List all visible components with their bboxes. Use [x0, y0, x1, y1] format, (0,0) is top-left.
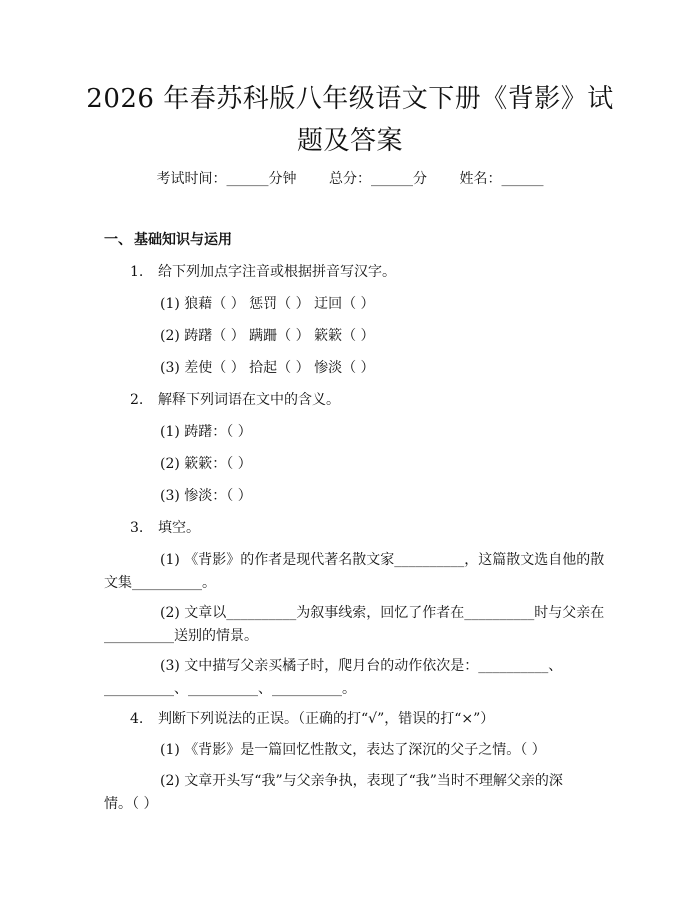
q3-part-3-line-2: __________、__________、__________。 — [104, 681, 356, 697]
q2-item-1: (1) 踌躇：（ ） — [160, 424, 252, 440]
q4-item-2-line-1: (2) 文章开头写“我”与父亲争执，表现了“我”当时不理解父亲的深 — [160, 773, 563, 789]
q4-item-1: (1) 《背影》是一篇回忆性散文，表达了深沉的父子之情。（ ） — [160, 742, 546, 758]
question-text: 给下列加点字注音或根据拼音写汉字。 — [158, 264, 396, 280]
question-text: 解释下列词语在文中的含义。 — [158, 392, 340, 408]
q2-item-2: (2) 簌簌：（ ） — [160, 456, 252, 472]
question-2 — [130, 389, 340, 409]
q1-item-3: (3) 差使（ ） 拾起（ ） 惨淡（ ） — [160, 360, 375, 376]
q3-part-3-line-1: (3) 文中描写父亲买橘子时，爬月台的动作依次是：__________、 — [160, 658, 563, 674]
question-text: 判断下列说法的正误。（正确的打“√”，错误的打“×”） — [158, 711, 495, 727]
question-number: 1. — [130, 264, 144, 280]
q1-item-1: (1) 狼藉（ ） 惩罚（ ） 迂回（ ） — [160, 296, 375, 312]
q3-part-1-line-1: (1) 《背影》的作者是现代著名散文家__________，这篇散文选自他的散 — [160, 552, 605, 568]
title-line-2: 题及答案 — [296, 126, 403, 156]
title-line-1: 2026 年春苏科版八年级语文下册《背影》试 — [86, 84, 614, 114]
section-heading — [104, 229, 232, 249]
total-score: 总分：______分 — [329, 171, 427, 187]
question-1 — [130, 261, 396, 281]
q3-part-2-line-1: (2) 文章以__________为叙事线索，回忆了作者在__________时与父亲在 — [160, 605, 605, 621]
q1-item-2: (2) 踌躇（ ） 蹒跚（ ） 簌簌（ ） — [160, 328, 375, 344]
question-text: 填空。 — [158, 520, 200, 536]
page-title — [60, 78, 640, 162]
q3-part-1-line-2: 文集__________。 — [104, 575, 216, 591]
question-4 — [130, 708, 494, 728]
question-number: 3. — [130, 520, 144, 536]
question-3 — [130, 517, 200, 537]
q2-item-3: (3) 惨淡：（ ） — [160, 488, 252, 504]
question-number: 2. — [130, 392, 144, 408]
section-title: 基础知识与运用 — [134, 232, 232, 248]
q4-item-2-line-2: 情。（ ） — [104, 796, 158, 812]
section-number: 一、 — [104, 232, 132, 248]
question-number: 4. — [130, 711, 144, 727]
q3-part-2-line-2: __________送别的情景。 — [104, 628, 258, 644]
student-name: 姓名：______ — [459, 171, 544, 187]
exam-time: 考试时间：______分钟 — [156, 171, 297, 187]
exam-meta — [0, 168, 700, 188]
